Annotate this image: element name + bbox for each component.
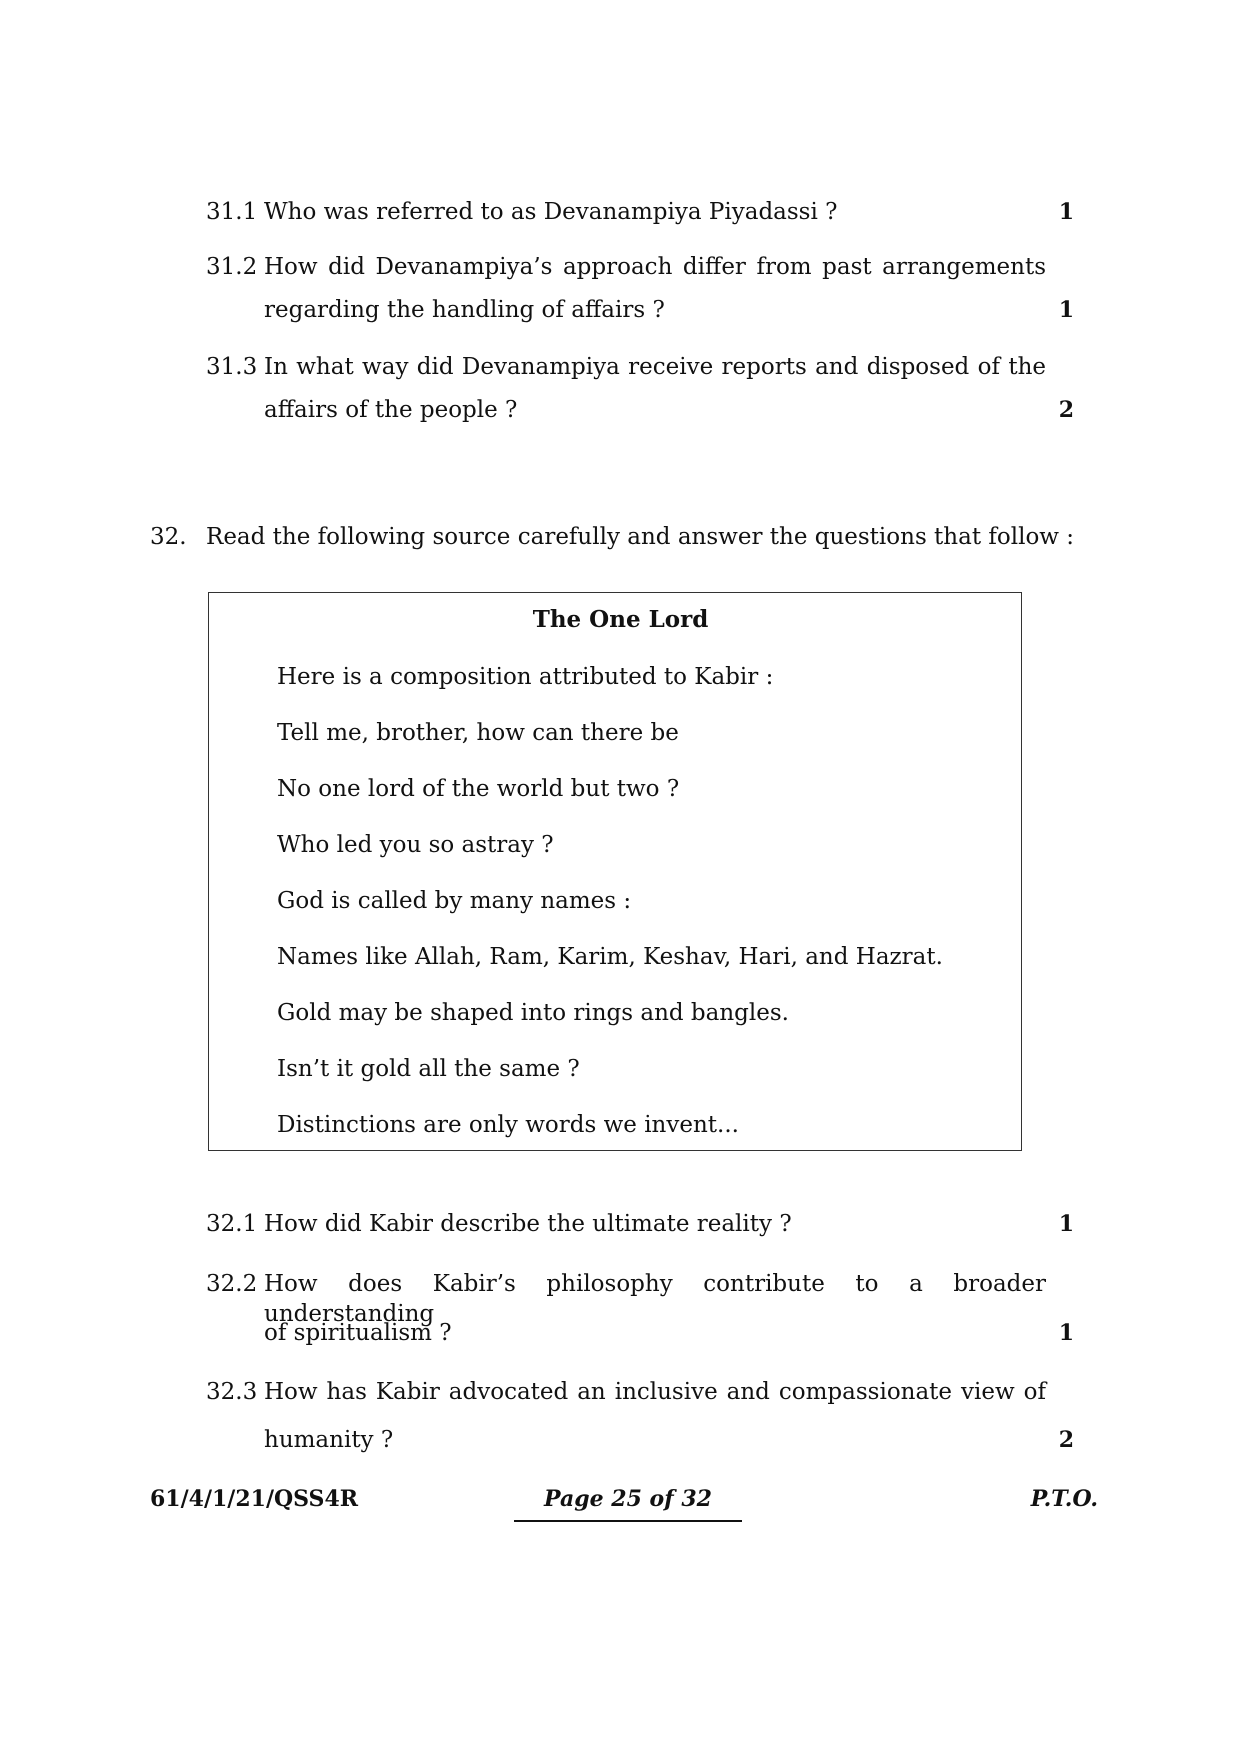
marks: 2 xyxy=(1058,397,1074,423)
question-number: 32.3 xyxy=(206,1379,258,1405)
question-number: 32.2 xyxy=(206,1271,258,1297)
marks: 1 xyxy=(1058,1320,1074,1346)
question-text-line1: How did Devanampiya’s approach differ from past arrangements xyxy=(264,254,1046,280)
question-text-line2: humanity ? xyxy=(264,1427,394,1453)
source-line: Names like Allah, Ram, Karim, Keshav, Hari, and Hazrat. xyxy=(277,944,943,970)
source-title: The One Lord xyxy=(532,606,709,633)
source-line: Gold may be shaped into rings and bangles. xyxy=(277,1000,789,1026)
question-number: 31.3 xyxy=(206,354,258,380)
question-number: 31.2 xyxy=(206,254,258,280)
please-turn-over: P.T.O. xyxy=(1030,1486,1098,1512)
question-number: 32. xyxy=(150,524,187,550)
marks: 1 xyxy=(1058,297,1074,323)
page-number: Page 25 of 32 xyxy=(514,1484,742,1522)
question-number: 31.1 xyxy=(206,199,258,225)
question-text-line1: In what way did Devanampiya receive reports and disposed of the xyxy=(264,354,1046,380)
question-text-line2: regarding the handling of affairs ? xyxy=(264,297,665,323)
question-text-line2: of spiritualism ? xyxy=(264,1320,452,1346)
marks: 1 xyxy=(1058,199,1074,225)
source-line: Distinctions are only words we invent... xyxy=(277,1112,739,1138)
question-text-line1: How does Kabir’s philosophy contribute to a broader understanding xyxy=(264,1271,1046,1327)
question-text: Who was referred to as Devanampiya Piyadassi ? xyxy=(264,199,838,225)
paper-code: 61/4/1/21/QSS4R xyxy=(150,1486,359,1512)
question-text-line1: How has Kabir advocated an inclusive and compassionate view of xyxy=(264,1379,1046,1405)
source-line: Who led you so astray ? xyxy=(277,832,554,858)
source-line: Tell me, brother, how can there be xyxy=(277,720,679,746)
source-line: Isn’t it gold all the same ? xyxy=(277,1056,580,1082)
question-text: How did Kabir describe the ultimate reality ? xyxy=(264,1211,792,1237)
question-text-line2: affairs of the people ? xyxy=(264,397,518,423)
marks: 2 xyxy=(1058,1427,1074,1453)
source-line: Here is a composition attributed to Kabir : xyxy=(277,664,774,690)
source-line: No one lord of the world but two ? xyxy=(277,776,680,802)
source-line: God is called by many names : xyxy=(277,888,632,914)
marks: 1 xyxy=(1058,1211,1074,1237)
question-instruction: Read the following source carefully and answer the questions that follow : xyxy=(206,524,1075,550)
question-number: 32.1 xyxy=(206,1211,258,1237)
